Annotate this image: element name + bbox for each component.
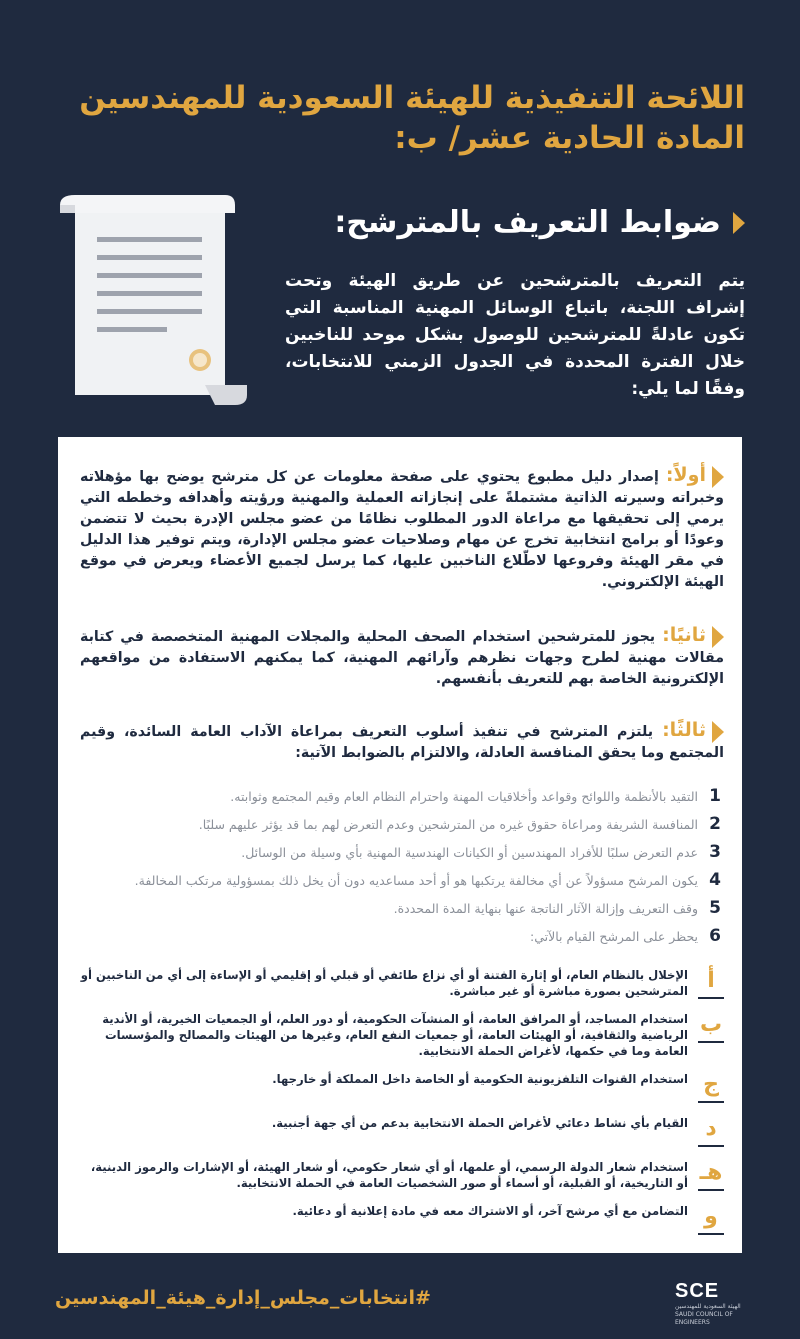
list-number: 2 bbox=[709, 814, 721, 834]
list-text: التقيد بالأنظمة واللوائح وقواعد وأخلاقيات المهنة واحترام النظام العام وقيم المجتمع وثوابته. bbox=[230, 789, 698, 804]
triangle-marker-icon bbox=[733, 212, 745, 234]
section-title: ضوابط التعريف بالمترشح: bbox=[334, 205, 721, 240]
list-letter: د bbox=[698, 1115, 724, 1147]
list-text: القيام بأي نشاط دعائي لأغراض الحملة الانتخابية بدعم من أي جهة أجنبية. bbox=[271, 1116, 688, 1130]
list-number: 3 bbox=[709, 842, 721, 862]
content-card bbox=[58, 437, 742, 1253]
list-item bbox=[80, 1011, 724, 1059]
triangle-marker-icon bbox=[712, 626, 724, 648]
list-item bbox=[80, 897, 724, 921]
list-text: عدم التعرض سلبًا للأفراد المهندسين أو الكيانات الهندسية المهنية بأي وسيلة من الوسائل. bbox=[241, 845, 698, 860]
item-text: يجوز للمترشحين استخدام الصحف المحلية والمجلات المهنية المتخصصة في كتابة مقالات مهنية لطرح وجهات نظرهم وآرائهم المهنية، كما يمكنهم الاستفادة من مواقعهم الإلكترونية الخاصة بهم للتعريف بأنفسهم. bbox=[80, 629, 724, 687]
sce-logo bbox=[675, 1280, 745, 1326]
list-number: 5 bbox=[709, 898, 721, 918]
item-lead: ثالثًا: bbox=[662, 719, 706, 741]
list-letter: ج bbox=[698, 1071, 724, 1103]
list-item bbox=[80, 785, 724, 809]
lettered-list bbox=[80, 967, 724, 1247]
item-lead: ثانيًا: bbox=[662, 624, 706, 646]
list-letter: أ bbox=[698, 967, 724, 999]
list-text: استخدام القنوات التلفزيونية الحكومية أو الخاصة داخل المملكة أو خارجها. bbox=[272, 1072, 688, 1086]
item-first bbox=[80, 465, 724, 593]
list-text: الإخلال بالنظام العام، أو إثارة الفتنة أو أي نزاع طائفي أو قبلي أو إقليمي أو الإساءة إلى أي من الناخبين أو المترشحين بصورة مباشرة أو غير مباشرة. bbox=[80, 968, 688, 998]
list-item bbox=[80, 869, 724, 893]
list-letter: و bbox=[698, 1203, 724, 1235]
hashtag: #انتخابات_مجلس_إدارة_هيئة_المهندسين bbox=[55, 1287, 431, 1309]
section-heading bbox=[334, 205, 745, 240]
numbered-list bbox=[80, 785, 724, 953]
page-subtitle: المادة الحادية عشر/ ب: bbox=[394, 120, 745, 156]
list-item bbox=[80, 1071, 724, 1103]
list-text: وقف التعريف وإزالة الآثار الناتجة عنها بنهاية المدة المحددة. bbox=[393, 901, 698, 916]
list-text: التضامن مع أي مرشح آخر، أو الاشتراك معه في مادة إعلانية أو دعائية. bbox=[292, 1204, 688, 1218]
item-third bbox=[80, 720, 724, 764]
list-letter: ب bbox=[698, 1011, 724, 1043]
list-number: 4 bbox=[709, 870, 721, 890]
triangle-marker-icon bbox=[712, 721, 724, 743]
list-text: يحظر على المرشح القيام بالآتي: bbox=[529, 929, 698, 944]
item-second bbox=[80, 625, 724, 690]
intro-paragraph: يتم التعريف بالمترشحين عن طريق الهيئة وتحت إشراف اللجنة، باتباع الوسائل المهنية المناسبة التي تكون عادلةً للمترشحين للوصول بشكل موحد للناخبين خلال الفترة المحددة في الجدول الزمني للانتخابات، وفقًا لما يلي: bbox=[285, 271, 745, 399]
document-scroll-icon bbox=[55, 195, 250, 405]
list-number: 6 bbox=[709, 926, 721, 946]
logo-subtitle-en: SAUDI COUNCIL OF ENGINEERS bbox=[675, 1311, 733, 1326]
list-text: استخدام شعار الدولة الرسمي، أو علمها، أو أي شعار حكومي، أو شعار الهيئة، أو الإشارات والرموز الدينية، أو التاريخية، أو القبلية، أو أسماء أو صور الشخصيات العامة في الحملة الانتخابية. bbox=[90, 1160, 688, 1190]
page-title: اللائحة التنفيذية للهيئة السعودية للمهندسين bbox=[79, 80, 745, 116]
page-header bbox=[45, 78, 745, 158]
item-lead: أولاً: bbox=[665, 464, 706, 486]
list-item bbox=[80, 1159, 724, 1191]
list-item bbox=[80, 967, 724, 999]
list-letter: هـ bbox=[698, 1159, 724, 1191]
item-text: إصدار دليل مطبوع يحتوي على صفحة معلومات عن كل مترشح يوضح بها مؤهلاته وخبراته وسيرته الذاتية مشتملةً على إنجازاته العملية والمهنية ورؤيته وأهدافه وخططه التي يرمي إلى تحقيقها مع مراعاة الدور المطلوب نظامًا من عضو مجلس الإدرة بحيث لا تتضمن وعودًا أو برامج انتخابية تخرج عن مهام وصلاحيات عضو مجلس الإدارة، ويتم توفير هذا الدليل في مقر الهيئة وفروعها لاطّلاع الناخبين عليها، كما يرسل لجميع الأعضاء ويعرض في موقع الهيئة الإلكتروني. bbox=[80, 469, 724, 590]
logo-mark: SCE bbox=[675, 1280, 720, 1302]
triangle-marker-icon bbox=[712, 466, 724, 488]
list-number: 1 bbox=[709, 786, 721, 806]
logo-subtitle-ar: الهيئة السعودية للمهندسين bbox=[675, 1303, 741, 1310]
list-text: استخدام المساجد، أو المرافق العامة، أو المنشآت الحكومية، أو دور العلم، أو الجمعيات الخيرية، أو الأندية الرياضية والثقافية، أو الهيئات العامة، أو جمعيات النفع العام، وغيرها من الهيئات والمصالح والمؤسسات العامة وما في حكمها، لأغراض الحملة الانتخابية. bbox=[102, 1012, 688, 1058]
list-item bbox=[80, 1115, 724, 1147]
list-text: المنافسة الشريفة ومراعاة حقوق غيره من المترشحين وعدم التعرض لهم بما قد يؤثر عليهم سلبًا. bbox=[198, 817, 698, 832]
list-item bbox=[80, 1203, 724, 1235]
list-text: يكون المرشح مسؤولاً عن أي مخالفة يرتكبها هو أو أحد مساعديه دون أن يخل ذلك بمسؤولية مرتكب المخالفة. bbox=[134, 873, 698, 888]
list-item bbox=[80, 841, 724, 865]
list-item bbox=[80, 925, 724, 949]
list-item bbox=[80, 813, 724, 837]
item-text: يلتزم المترشح في تنفيذ أسلوب التعريف بمراعاة الآداب العامة السائدة، وقيم المجتمع وما يحقق المنافسة العادلة، والالتزام بالضوابط الآتية: bbox=[80, 724, 724, 761]
